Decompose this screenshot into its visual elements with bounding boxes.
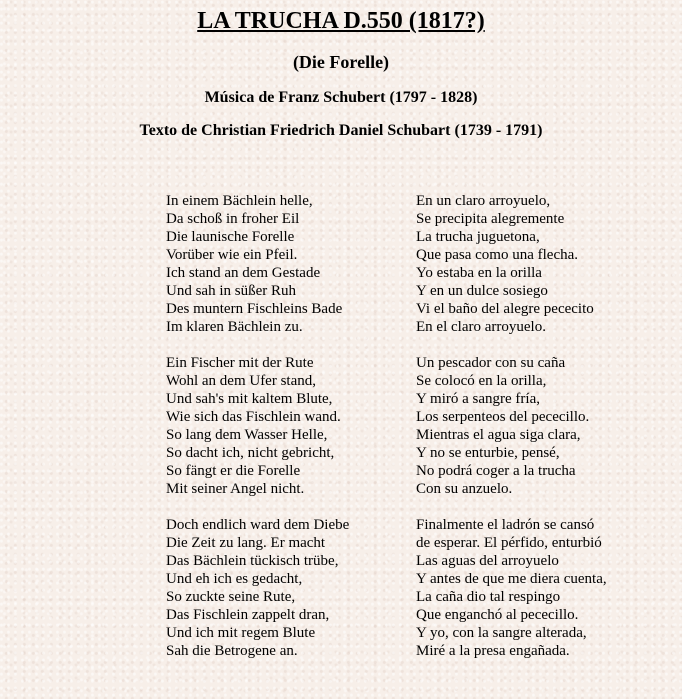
poem-line: Die launische Forelle [166,229,295,245]
poem-line: Finalmente el ladrón se cansó [416,517,595,533]
poem-line: Y yo, con la sangre alterada, [416,625,587,641]
poem-line: Vi el baño del alegre pececito [416,301,594,317]
music-credit: Música de Franz Schubert (1797 - 1828) [204,89,478,106]
poem-line: Des muntern Fischleins Bade [166,301,343,317]
spanish-stanza-2 [416,354,607,498]
poem-line: Ein Fischer mit der Rute [166,355,314,371]
poem-line: Im klaren Bächlein zu. [166,319,303,335]
spanish-text-column [416,192,607,678]
poem-line: Mientras el agua siga clara, [416,427,581,443]
poem-line: So fängt er die Forelle [166,463,301,479]
poem-line: Sah die Betrogene an. [166,643,298,659]
poem-line: Da schoß in froher Eil [166,211,300,227]
poem-line: Wohl an dem Ufer stand, [166,373,316,389]
poem-line: Und ich mit regem Blute [166,625,316,641]
poem-line: Y no se enturbie, pensé, [416,445,560,461]
poem-line: In einem Bächlein helle, [166,193,313,209]
poem-line: La caña dio tal respingo [416,589,561,605]
poem-line: Und sah in süßer Ruh [166,283,296,299]
poem-line: Las aguas del arroyuelo [416,553,559,569]
poem-line: de esperar. El pérfido, enturbió [416,535,602,551]
poem-line: Die Zeit zu lang. Er macht [166,535,326,551]
poem-line: Vorüber wie ein Pfeil. [166,247,298,263]
german-text-column [166,192,349,678]
spanish-stanza-1 [416,192,607,336]
poem-line: Und sah's mit kaltem Blute, [166,391,333,407]
poem-line: Und eh ich es gedacht, [166,571,303,587]
poem-line: So dacht ich, nicht gebricht, [166,445,335,461]
spanish-stanza-3 [416,516,607,660]
poem-line: La trucha juguetona, [416,229,540,245]
poem-line: No podrá coger a la trucha [416,463,576,479]
poem-line: Con su anzuelo. [416,481,513,497]
poem-line: En el claro arroyuelo. [416,319,546,335]
poem-line: En un claro arroyuelo, [416,193,551,209]
poem-line: Y antes de que me diera cuenta, [416,571,607,587]
poem-line: So lang dem Wasser Helle, [166,427,328,443]
german-stanza-1 [166,192,349,336]
poem-line: Se colocó en la orilla, [416,373,547,389]
german-stanza-3 [166,516,349,660]
poem-line: Yo estaba en la orilla [416,265,542,281]
poem-line: Das Bächlein tückisch trübe, [166,553,339,569]
poem-line: Un pescador con su caña [416,355,566,371]
poem-line: Que pasa como una flecha. [416,247,579,263]
poem-line: Y miró a sangre fría, [416,391,540,407]
poem-line: Doch endlich ward dem Diebe [166,517,350,533]
poem-line: Miré a la presa engañada. [416,643,570,659]
page-subtitle: (Die Forelle) [292,52,390,72]
poem-line: Que enganchó al pececillo. [416,607,579,623]
poem-line: Y en un dulce sosiego [416,283,548,299]
page-title: LA TRUCHA D.550 (1817?) [197,8,485,34]
poem-line: Ich stand an dem Gestade [166,265,321,281]
poem-line: So zuckte seine Rute, [166,589,296,605]
poem-line: Das Fischlein zappelt dran, [166,607,330,623]
poem-line: Mit seiner Angel nicht. [166,481,305,497]
poem-line: Los serpenteos del pececillo. [416,409,590,425]
poem-line: Se precipita alegremente [416,211,565,227]
german-stanza-2 [166,354,349,498]
text-credit: Texto de Christian Friedrich Daniel Schubart (1739 - 1791) [139,122,543,139]
poem-line: Wie sich das Fischlein wand. [166,409,341,425]
